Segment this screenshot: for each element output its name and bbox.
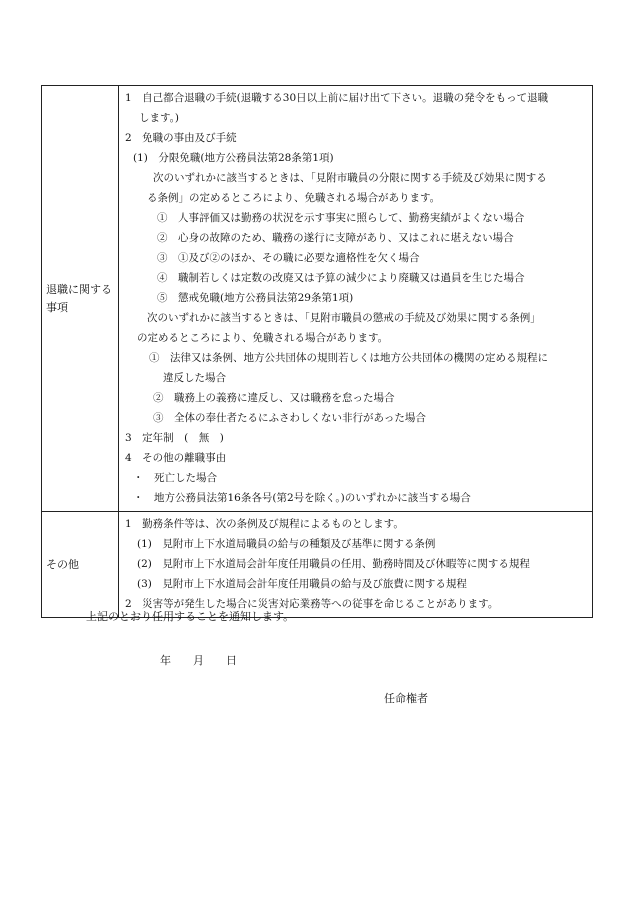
retirement-content xyxy=(119,86,593,512)
retirement-line: ④ 職制若しくは定数の改廃又は予算の減少により廃職又は過員を生じた場合 xyxy=(157,272,525,284)
retirement-line: します。) xyxy=(139,112,180,124)
retirement-line: ① 法律又は条例、地方公共団体の規則若しくは地方公共団体の機関の定める規程に xyxy=(149,352,548,364)
other-line: (2) 見附市上下水道局会計年度任用職員の任用、勤務時間及び休暇等に関する規程 xyxy=(137,558,530,570)
retirement-line: ⑤ 懲戒免職(地方公務員法第29条第1項) xyxy=(157,292,354,304)
retirement-label: 退職に関する事項 xyxy=(42,86,119,512)
retirement-line: 4 その他の離職事由 xyxy=(125,452,227,464)
retirement-line: ② 職務上の義務に違反し、又は職務を怠った場合 xyxy=(153,392,395,404)
other-line: (1) 見附市上下水道局職員の給与の種類及び基準に関する条例 xyxy=(137,538,436,550)
other-line: 1 勤務条件等は、次の条例及び規程によるものとします。 xyxy=(125,518,404,530)
retirement-line: 1 自己都合退職の手続(退職する30日以上前に届け出て下さい。退職の発令をもって退職 xyxy=(125,92,549,104)
retirement-line: 次のいずれかに該当するときは、「見附市職員の分限に関する手続及び効果に関する xyxy=(153,172,547,184)
retirement-row xyxy=(42,86,593,512)
retirement-line: の定めるところにより、免職される場合があります。 xyxy=(137,332,389,344)
retirement-line: ① 人事評価又は勤務の状況を示す事実に照らして、勤務実績がよくない場合 xyxy=(157,212,525,224)
other-row xyxy=(42,512,593,618)
retirement-line: 3 定年制 ( 無 ) xyxy=(125,432,224,444)
retirement-line: ・ 地方公務員法第16条各号(第2号を除く。)のいずれかに該当する場合 xyxy=(133,492,471,504)
retirement-line: 2 免職の事由及び手続 xyxy=(125,132,237,144)
other-label: その他 xyxy=(42,512,119,618)
other-line: 2 災害等が発生した場合に災害対応業務等への従事を命じることがあります。 xyxy=(125,598,499,610)
retirement-line: 違反した場合 xyxy=(163,372,226,384)
retirement-line: ③ 全体の奉仕者たるにふさわしくない非行があった場合 xyxy=(153,412,426,424)
retirement-line: 次のいずれかに該当するときは、「見附市職員の懲戒の手続及び効果に関する条例」 xyxy=(147,312,541,324)
retirement-line: る条例」の定めるところにより、免職される場合があります。 xyxy=(147,192,441,204)
appointment-conditions-table xyxy=(41,85,593,618)
retirement-line: ② 心身の故障のため、職務の遂行に支障があり、又はこれに堪えない場合 xyxy=(157,232,514,244)
notice-date: 年 月 日 xyxy=(160,654,237,667)
retirement-line: (1) 分限免職(地方公務員法第28条第1項) xyxy=(133,152,334,164)
retirement-line: ・ 死亡した場合 xyxy=(133,472,217,484)
retirement-line: ③ ①及び②のほか、その職に必要な適格性を欠く場合 xyxy=(157,252,420,264)
appointment-notice: 上記のとおり任用することを通知します。 xyxy=(86,610,295,623)
other-content xyxy=(119,512,593,618)
other-line: (3) 見附市上下水道局会計年度任用職員の給与及び旅費に関する規程 xyxy=(137,578,467,590)
appointer-label: 任命権者 xyxy=(384,692,428,705)
